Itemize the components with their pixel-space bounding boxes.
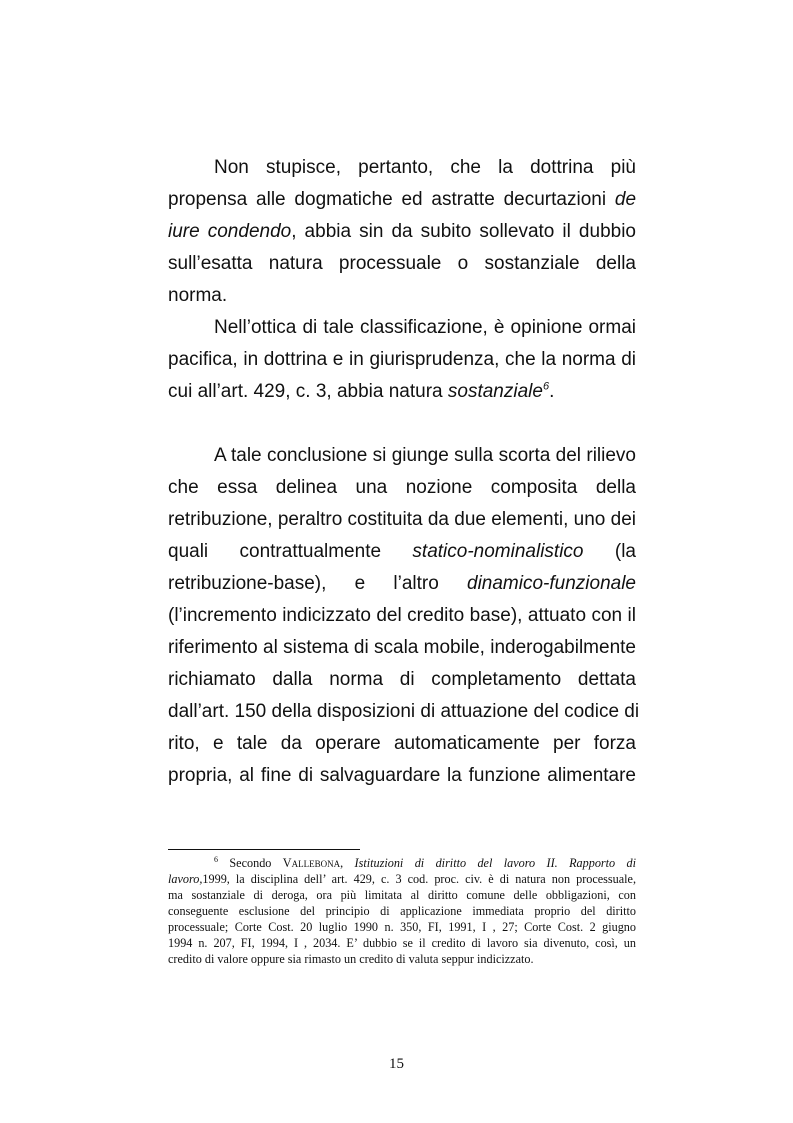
paragraph-3-line-2: che essa delinea una nozione composita della: [168, 477, 636, 498]
footnote-line-3: ma sostanziale di deroga, ora più limitata al diritto comune delle obbligazioni, con: [168, 888, 636, 902]
paragraph-3-line-10: rito, e tale da operare automaticamente per forza: [168, 733, 636, 754]
paragraph-3-line-6: (l’incremento indicizzato del credito base), attuato con il: [168, 605, 636, 626]
footnote-number: 6: [214, 854, 218, 864]
paragraph-2-line-1: Nell’ottica di tale classificazione, è opinione ormai: [214, 317, 636, 338]
footnote-separator: [168, 849, 360, 850]
footnote-work-title: Istituzioni di diritto del lavoro II. Rapporto di: [354, 856, 637, 870]
paragraph-3-line-8: richiamato dalla norma di completamento dettata: [168, 669, 636, 690]
paragraph-2-line-2: pacifica, in dottrina e in giurisprudenza, che la norma di: [168, 349, 636, 370]
paragraph-1-line-5: norma.: [168, 285, 228, 306]
paragraph-1-line-1: Non stupisce, pertanto, che la dottrina più: [214, 157, 636, 178]
paragraph-3-line-11: propria, al fine di salvaguardare la funzione alimentare: [168, 765, 636, 786]
paragraph-3-line-5: retribuzione-base), e l’altro dinamico-funzionale: [168, 573, 636, 594]
footnote-work-title: lavoro,: [168, 872, 203, 886]
paragraph-3-line-3: retribuzione, peraltro costituita da due elementi, uno dei: [168, 509, 636, 530]
italic-term: sostanziale: [447, 381, 543, 402]
paragraph-3-line-9: dall’art. 150 della disposizioni di attuazione del codice di: [168, 701, 640, 722]
footnote-author: Vallebona: [282, 856, 341, 870]
page-number: 15: [389, 1056, 404, 1072]
footnote-line-5: processuale; Corte Cost. 20 luglio 1990 n. 350, FI, 1991, I , 27; Corte Cost. 2 giugno: [168, 920, 636, 934]
footnote-line-2: lavoro,1999, la disciplina dell’ art. 429, c. 3 cod. proc. civ. è di natura non processuale,: [168, 872, 636, 886]
italic-term: iure condendo: [168, 221, 292, 242]
footnote-line-4: conseguente esclusione del principio di applicazione immediata proprio del diritto: [168, 904, 636, 918]
paragraph-1-line-2: propensa alle dogmatiche ed astratte decurtazioni de: [168, 189, 637, 210]
footnote-line-1: $^6$ Secondo Vallebona, Istituzioni di diritto del lavoro II. Rapporto di: [214, 854, 637, 870]
italic-term: de: [614, 189, 637, 210]
italic-term: dinamico-funzionale: [467, 573, 636, 594]
paragraph-1-line-4: sull’esatta natura processuale o sostanziale della: [168, 253, 636, 274]
paragraph-3-line-4: quali contrattualmente statico-nominalistico (la: [168, 541, 636, 562]
italic-term: statico-nominalistico: [412, 541, 584, 562]
paragraph-3-line-7: riferimento al sistema di scala mobile, inderogabilmente: [168, 637, 636, 658]
paragraph-1-line-3: iure condendo, abbia sin da subito sollevato il dubbio: [168, 221, 636, 242]
footnote-reference: 6: [542, 380, 550, 393]
footnote-line-7: credito di valore oppure sia rimasto un credito di valuta seppur indicizzato.: [168, 952, 534, 966]
paragraph-2-line-3: cui all’art. 429, c. 3, abbia natura sostanziale$^6$.: [168, 380, 555, 402]
footnote-line-6: 1994 n. 207, FI, 1994, I , 2034. E’ dubbio se il credito di lavoro sia divenuto, così, un: [168, 936, 636, 950]
paragraph-3-line-1: A tale conclusione si giunge sulla scorta del rilievo: [214, 445, 636, 466]
